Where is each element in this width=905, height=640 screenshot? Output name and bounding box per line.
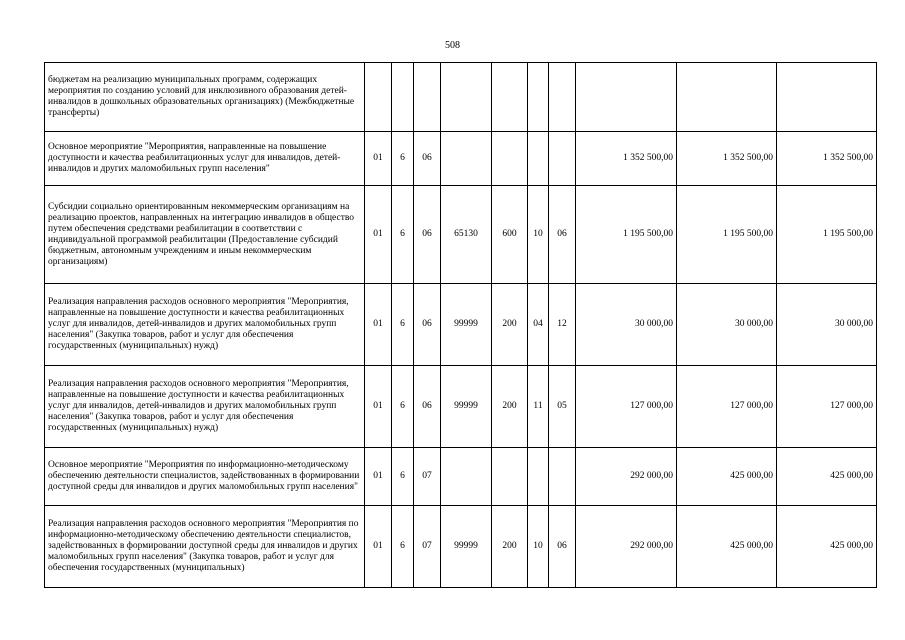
row-description: Реализация направления расходов основного мероприятия "Мероприятия, направленные на повышение доступности и качества реабилитационных услуг для инвалидов, детей-инвалидов и других маломобильных групп населения" (Закупка товаров, работ и услуг для обеспечения государственных (муниципальных) нужд) [45, 366, 365, 448]
code-cell-2: 6 [392, 506, 414, 588]
amount-cell-3: 1 352 500,00 [777, 132, 877, 186]
code-cell-4: 99999 [441, 284, 492, 366]
code-cell-3: 07 [414, 448, 441, 506]
amount-cell-3: 425 000,00 [777, 506, 877, 588]
code-cell-1: 01 [365, 448, 392, 506]
amount-cell-3: 425 000,00 [777, 448, 877, 506]
row-description: бюджетам на реализацию муниципальных программ, содержащих мероприятия по созданию условий для инклюзивного образования детей-инвалидов в дошкольных образовательных организациях) (Межбюджетные трансферты) [45, 63, 365, 132]
amount-cell-2: 30 000,00 [677, 284, 777, 366]
code-cell-1: 01 [365, 506, 392, 588]
amount-cell-1: 292 000,00 [576, 448, 677, 506]
amount-cell-1: 127 000,00 [576, 366, 677, 448]
amount-cell-3: 30 000,00 [777, 284, 877, 366]
table-row [45, 366, 877, 448]
code-cell-4 [441, 448, 492, 506]
table-row [45, 284, 877, 366]
code-cell-1: 01 [365, 284, 392, 366]
code-cell-6: 10 [528, 506, 549, 588]
code-cell-7 [549, 132, 576, 186]
table-row [45, 506, 877, 588]
code-cell-2: 6 [392, 186, 414, 284]
code-cell-3: 06 [414, 132, 441, 186]
code-cell-5 [492, 132, 528, 186]
code-cell-4 [441, 132, 492, 186]
code-cell-6 [528, 63, 549, 132]
code-cell-6: 04 [528, 284, 549, 366]
code-cell-5: 600 [492, 186, 528, 284]
table-body [45, 63, 877, 588]
amount-cell-1: 1 352 500,00 [576, 132, 677, 186]
code-cell-7: 12 [549, 284, 576, 366]
code-cell-3: 06 [414, 366, 441, 448]
amount-cell-2: 1 352 500,00 [677, 132, 777, 186]
code-cell-5: 200 [492, 506, 528, 588]
table-row [45, 132, 877, 186]
code-cell-7 [549, 448, 576, 506]
amount-cell-1: 292 000,00 [576, 506, 677, 588]
table-row [45, 186, 877, 284]
amount-cell-2: 1 195 500,00 [677, 186, 777, 284]
amount-cell-2 [677, 63, 777, 132]
code-cell-2: 6 [392, 132, 414, 186]
amount-cell-1 [576, 63, 677, 132]
code-cell-1 [365, 63, 392, 132]
code-cell-5: 200 [492, 284, 528, 366]
amount-cell-2: 127 000,00 [677, 366, 777, 448]
amount-cell-1: 1 195 500,00 [576, 186, 677, 284]
code-cell-6 [528, 132, 549, 186]
code-cell-4: 99999 [441, 506, 492, 588]
table-row [45, 448, 877, 506]
amount-cell-1: 30 000,00 [576, 284, 677, 366]
table-row [45, 63, 877, 132]
row-description: Основное мероприятие "Мероприятия по информационно-методическому обеспечению деятельности специалистов, задействованных в формировании доступной среды для инвалидов и других маломобильных групп населения" [45, 448, 365, 506]
row-description: Субсидии социально ориентированным некоммерческим организациям на реализацию проектов, направленных на интеграцию инвалидов в общество путем обеспечения средствами реабилитации в соответствии с индивидуальной программой реабилитации (Предоставление субсидий бюджетным, автономным учреждениям и иным некоммерческим организациям) [45, 186, 365, 284]
code-cell-2 [392, 63, 414, 132]
code-cell-4: 65130 [441, 186, 492, 284]
code-cell-7: 05 [549, 366, 576, 448]
code-cell-6 [528, 448, 549, 506]
budget-table [44, 62, 877, 588]
code-cell-1: 01 [365, 186, 392, 284]
row-description: Основное мероприятие "Мероприятия, направленные на повышение доступности и качества реабилитационных услуг для инвалидов, детей-инвалидов и других маломобильных групп населения" [45, 132, 365, 186]
code-cell-7: 06 [549, 186, 576, 284]
code-cell-5 [492, 448, 528, 506]
code-cell-6: 11 [528, 366, 549, 448]
row-description: Реализация направления расходов основного мероприятия "Мероприятия по информационно-методическому обеспечению деятельности специалистов, задействованных в формировании доступной среды для инвалидов и других маломобильных групп населения" (Закупка товаров, работ и услуг для обеспечения государственных (муниципальных) [45, 506, 365, 588]
amount-cell-2: 425 000,00 [677, 506, 777, 588]
code-cell-2: 6 [392, 366, 414, 448]
code-cell-4: 99999 [441, 366, 492, 448]
code-cell-7: 06 [549, 506, 576, 588]
code-cell-5 [492, 63, 528, 132]
code-cell-2: 6 [392, 448, 414, 506]
amount-cell-3: 1 195 500,00 [777, 186, 877, 284]
code-cell-3: 07 [414, 506, 441, 588]
code-cell-3 [414, 63, 441, 132]
code-cell-1: 01 [365, 132, 392, 186]
code-cell-1: 01 [365, 366, 392, 448]
code-cell-6: 10 [528, 186, 549, 284]
code-cell-3: 06 [414, 186, 441, 284]
row-description: Реализация направления расходов основного мероприятия "Мероприятия, направленные на повышение доступности и качества реабилитационных услуг для инвалидов, детей-инвалидов и других маломобильных групп населения" (Закупка товаров, работ и услуг для обеспечения государственных (муниципальных) нужд) [45, 284, 365, 366]
code-cell-2: 6 [392, 284, 414, 366]
amount-cell-2: 425 000,00 [677, 448, 777, 506]
amount-cell-3 [777, 63, 877, 132]
page-number: 508 [445, 40, 460, 51]
code-cell-3: 06 [414, 284, 441, 366]
code-cell-5: 200 [492, 366, 528, 448]
code-cell-4 [441, 63, 492, 132]
code-cell-7 [549, 63, 576, 132]
amount-cell-3: 127 000,00 [777, 366, 877, 448]
